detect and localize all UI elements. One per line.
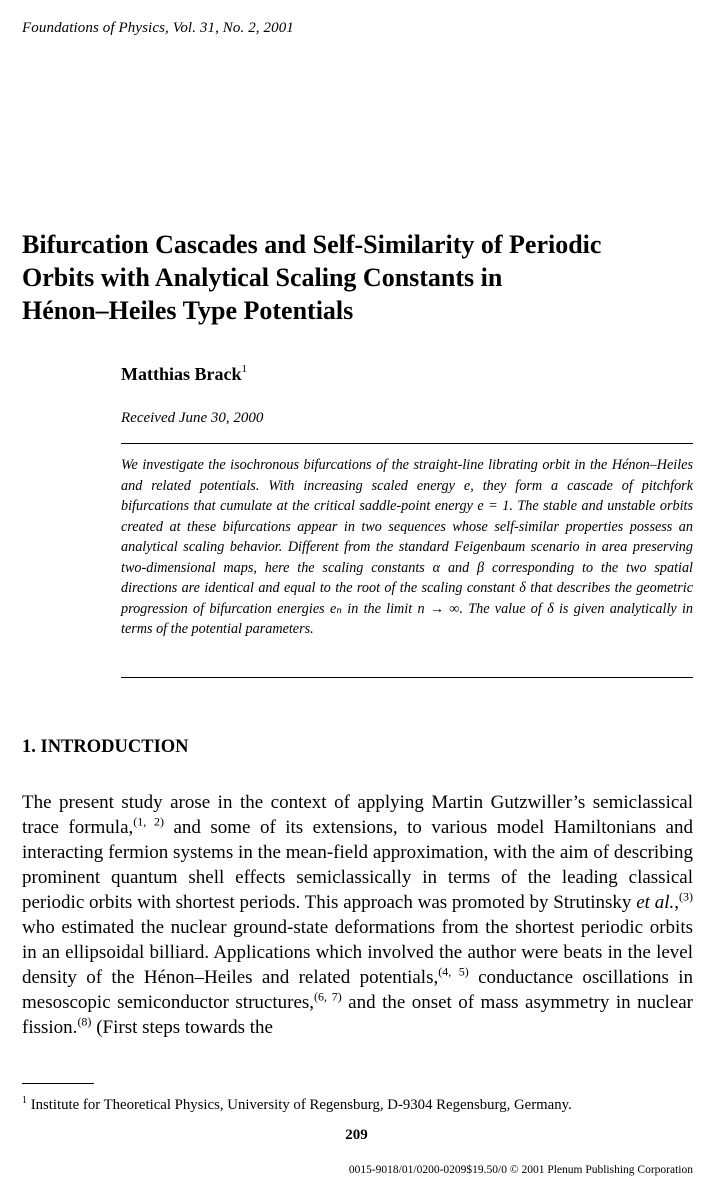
copyright-line: 0015-9018/01/0200-0209$19.50/0 © 2001 Plenum Publishing Corporation [348,1164,693,1176]
citation: (4, 5) [438,964,469,979]
body-text: The present study arose in the context of applying Martin Gutzwiller’s semiclassical trace formula, [22,792,693,838]
footnote-text: Institute for Theoretical Physics, University of Regensburg, D-9304 Regensburg, Germany. [27,1096,572,1113]
title-line-3: Hénon–Heiles Type Potentials [22,296,354,325]
body-text: conductance oscillations in mesoscopic semiconductor structures, [22,967,693,1013]
abstract-bottom-rule [121,677,693,678]
citation: (8) [77,1014,92,1029]
footnote [22,1095,702,1114]
citation: (6, 7) [314,989,342,1004]
author-name: Matthias Brack [121,364,242,384]
title-line-2: Orbits with Analytical Scaling Constants in [22,263,503,292]
body-text: and some of its extensions, to various model Hamiltonians and interacting fermion systems in the mean-field approximation, with the aim of describing prominent quantum shell effects semiclassically in terms of the leading classical periodic orbits with shortest periods. This approach was promoted by Strutinsky [22,817,693,913]
body-text-italic: et al. [636,892,675,913]
abstract-top-rule [121,443,693,444]
section-heading: 1. INTRODUCTION [22,737,189,757]
body-text: (First steps towards the [91,1017,273,1038]
citation: (3) [679,889,693,904]
author-affiliation-mark: 1 [241,363,247,375]
paper-title [22,228,702,327]
citation: (1, 2) [133,814,164,829]
body-text: and the onset of mass asymmetry in nuclear fission. [22,992,694,1038]
footnote-mark: 1 [22,1095,27,1106]
author [121,364,247,385]
footnote-rule [22,1083,94,1084]
body-text: who estimated the nuclear ground-state deformations from the shortest periodic orbits in an ellipsoidal billiard. Applications which involved the author were beats in the level density of the Hénon–Heiles and related potentials, [22,917,693,988]
body-paragraph [22,790,693,1040]
abstract: We investigate the isochronous bifurcations of the straight-line librating orbit in the Hénon–Heiles and related potentials. With increasing scaled energy e, they form a cascade of pitchfork bifurcations that cumulate at the critical saddle-point energy e = 1. The stable and unstable orbits created at these bifurcations appear in two sequences whose self-similar properties possess an analytical scaling behavior. Different from the standard Feigenbaum scenario in area preserving two-dimensional maps, here the scaling constants α and β corresponding to the two spatial directions are identical and equal to the root of the scaling constant δ that describes the geometric progression of bifurcation energies eₙ in the limit n → ∞. The value of δ is given analytically in terms of the potential parameters. [121,457,693,637]
title-line-1: Bifurcation Cascades and Self-Similarity of Periodic [22,230,602,259]
journal-citation: Foundations of Physics, Vol. 31, No. 2, 2001 [22,20,294,36]
received-date: Received June 30, 2000 [121,410,264,426]
page-number: 209 [345,1127,368,1143]
body-text: , [674,892,679,913]
